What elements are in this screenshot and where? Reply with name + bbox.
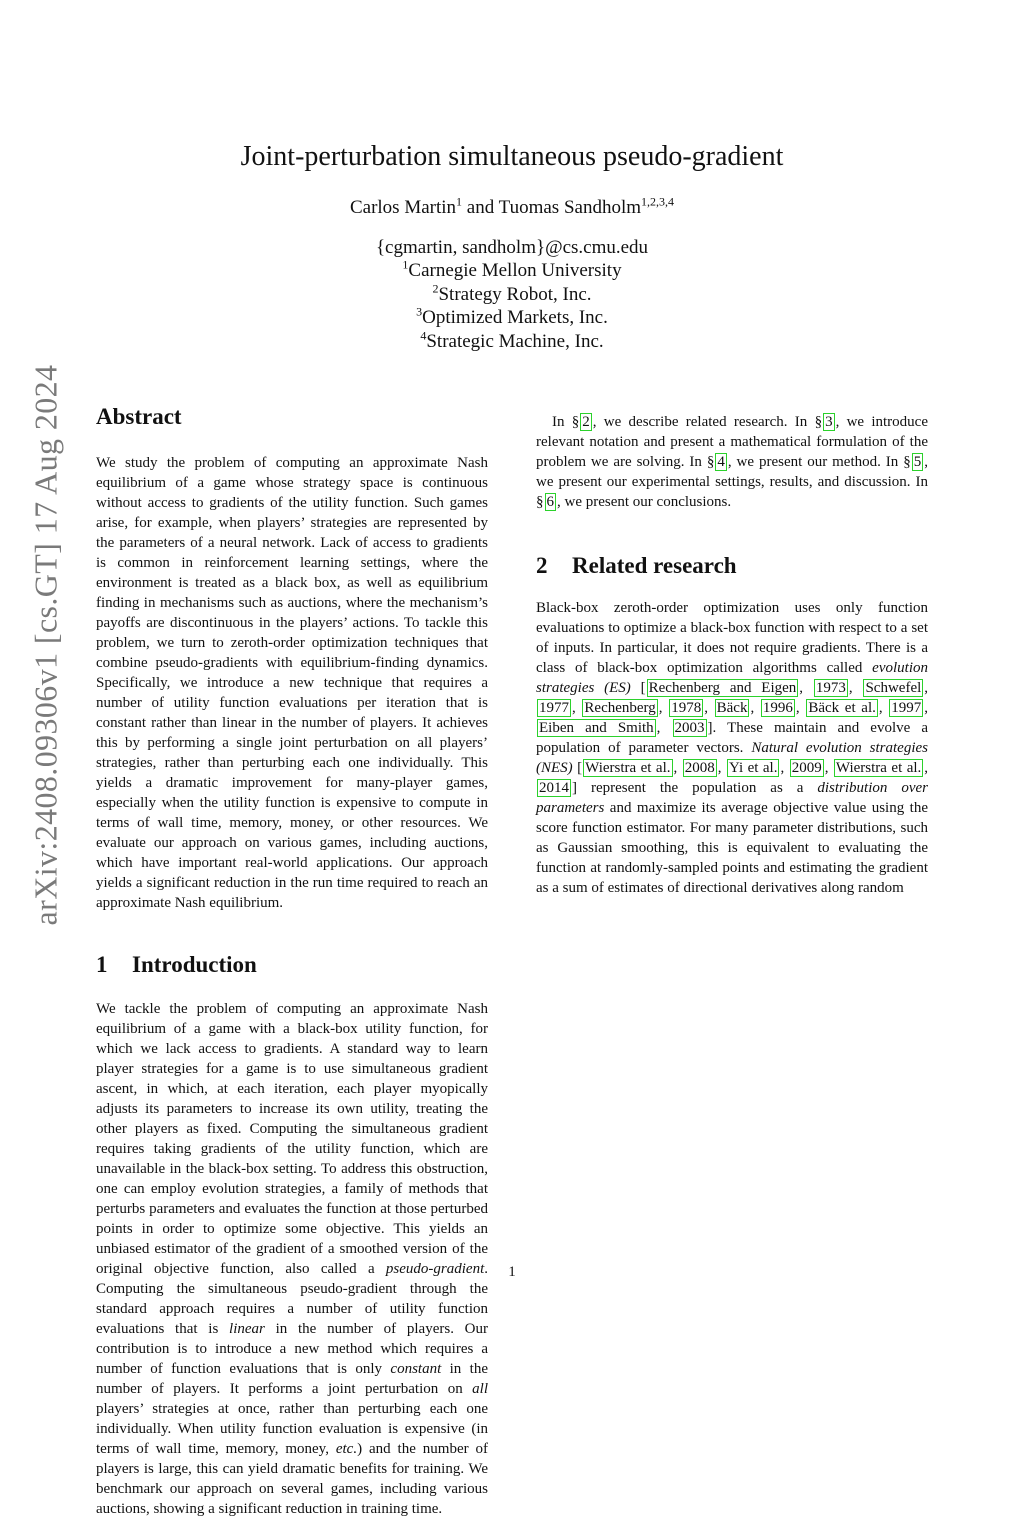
affil-name: Optimized Markets, Inc. bbox=[422, 307, 608, 329]
affiliations bbox=[0, 236, 1024, 353]
body-text: , we present our method. In § bbox=[727, 454, 911, 470]
author-affil-sup: 1,2,3,4 bbox=[641, 194, 675, 209]
introduction-paragraph bbox=[96, 999, 488, 1519]
body-text: in the number of players. It performs a joint perturbation on bbox=[96, 1361, 488, 1397]
affil-name: Strategic Machine, Inc. bbox=[426, 330, 604, 352]
citation-link[interactable]: 2009 bbox=[791, 760, 822, 776]
section-heading-related bbox=[536, 552, 928, 580]
author-line bbox=[0, 196, 1024, 220]
related-paragraph: Black-box zeroth-order optimization uses only function evaluations to optimize a black-box function with respect to a set of inputs. In particular, it does not require gradients. There is a class of black-box optimization algorithms called evolution strategies (ES) [ Rechenberg and Eigen , 1973 , Schwefel , 1977 , Rechenberg , 1978 , Bäck , 1996 , Bäck et al. , 1997 , Eiben and Smith , 2003 ]. These maintain and evolve a population of parameter vectors. Natural evolution strategies (NES) [ Wierstra et al. , 2008 , Yi et al. , 2009 , Wierstra et al. , 2014 ] represent the population as a distribution over parameters and maximize its average objective value using the score function estimator. For many parameter distributions, such as Gaussian smoothing, this is equivalent to evaluating the function at randomly-sampled points and estimating the gradient as a sum of estimates of directional derivatives along random bbox=[536, 600, 929, 896]
section-title: Introduction bbox=[132, 952, 257, 977]
body-text: and maximize its average objective value using the score function estimator. For many parameter distributions, such as Gaussian smoothing, this is equivalent to evaluating the function at randomly-sampled points and estimating the gradient as a sum of estimates of directional derivatives along random bbox=[536, 800, 928, 896]
affil-sup: 1 bbox=[402, 258, 409, 273]
section-link[interactable]: 4 bbox=[717, 454, 725, 470]
affiliation-item bbox=[0, 259, 1024, 282]
body-text: . Computing the simultaneous pseudo-gradient through the standard approach requires a number of utility function evaluations that is bbox=[96, 1261, 488, 1337]
citation-link[interactable]: Schwefel bbox=[865, 680, 922, 696]
citation-link[interactable]: 1996 bbox=[762, 700, 793, 716]
citation-link[interactable]: Wierstra et al. bbox=[585, 760, 671, 776]
paper-title: Joint-perturbation simultaneous pseudo-gradient bbox=[240, 141, 784, 172]
citation-link[interactable]: Yi et al. bbox=[728, 760, 778, 776]
citation-link[interactable]: Wierstra et al. bbox=[835, 760, 922, 776]
section-number: 1 bbox=[96, 952, 108, 977]
section-link[interactable]: 3 bbox=[825, 414, 833, 430]
affil-name: Carnegie Mellon University bbox=[408, 260, 622, 282]
citation-link[interactable]: 1973 bbox=[815, 680, 846, 696]
citation-link[interactable]: Bäck bbox=[716, 700, 748, 716]
body-text: , we present our experimental settings, results, and discussion. In § bbox=[536, 454, 928, 510]
citation-link[interactable]: Rechenberg bbox=[584, 700, 656, 716]
emphasis-text: constant bbox=[390, 1361, 442, 1377]
body-text: We tackle the problem of computing an approximate Nash equilibrium of a game with a black-box utility function, for which we lack access to gradients. A standard way to learn player strategies for a game is to use simultaneous gradient ascent, in which, at each iteration, each player myopically adjusts its parameters to increase its own utility, treating the other players as fixed. Computing the simultaneous gradient requires taking gradients of the utility function, which are unavailable in the black-box setting. To address this obstruction, one can employ evolution strategies, a family of methods that perturbs parameters and evaluates the function at those perturbed points in order to optimize some objective. This yields an unbiased estimator of the gradient of a smoothed version of the original objective function, also called a bbox=[96, 1001, 488, 1277]
right-column bbox=[536, 412, 928, 898]
body-text: , we describe related research. In § bbox=[592, 414, 823, 430]
emphasis-text: pseudo-gradient bbox=[385, 1261, 485, 1277]
body-text: , we introduce relevant notation and present a mathematical formulation of the problem we are solving. In § bbox=[536, 414, 928, 470]
section-link[interactable]: 5 bbox=[913, 454, 922, 470]
emphasis-text: evolution strategies (ES) bbox=[536, 660, 928, 696]
author-name: Tuomas Sandholm bbox=[498, 197, 642, 218]
abstract-text: We study the problem of computing an approximate Nash equilibrium of a game whose strategy space is continuous without access to gradients of the utility function. Such games arise, for example, when players’ strategies are represented by the parameters of a neural network. Lack of access to gradients is common in reinforcement learning settings, where the environment is treated as a black box, as well as equilibrium finding in mechanisms such as auctions, where the mechanism’s payoffs are discontinuous in the players’ actions. To tackle this problem, we turn to zeroth-order optimization techniques that combine pseudo-gradients with equilibrium-finding dynamics. Specifically, we introduce a new technique that requires a number of utility function evaluations per iteration that is constant rather than linear in the number of players. It achieves this by performing a single joint perturbation on all players’ strategies, rather than perturbing each one individually. This yields a dramatic improvement for many-player games, especially when the utility function is expensive to compute in terms of wall time, memory, money, or other resources. We evaluate our approach on various games, including auctions, which have important real-world applications. Our approach yields a significant reduction in the run time required to reach an approximate Nash equilibrium. bbox=[96, 455, 488, 911]
body-text: [ bbox=[630, 680, 646, 696]
section-link[interactable]: 2 bbox=[582, 414, 590, 430]
citation-link[interactable]: 2003 bbox=[674, 720, 705, 736]
citation-link[interactable]: 1978 bbox=[671, 700, 702, 716]
affil-name: Strategy Robot, Inc. bbox=[438, 283, 592, 305]
body-text: [ bbox=[572, 760, 583, 776]
citation-link[interactable]: 2008 bbox=[684, 760, 715, 776]
body-text: ]. These maintain and evolve a population of parameter vectors. bbox=[536, 720, 929, 756]
affiliation-item bbox=[0, 330, 1024, 353]
author-affil-sup: 1 bbox=[456, 194, 463, 209]
section-number: 2 bbox=[536, 553, 548, 578]
author-conjunction: and bbox=[466, 197, 495, 218]
author-emails: {cgmartin, sandholm}@cs.cmu.edu bbox=[375, 237, 649, 258]
emphasis-text: all bbox=[472, 1381, 488, 1397]
affil-sup: 4 bbox=[420, 328, 427, 343]
emphasis-text: Natural evolution strategies (NES) bbox=[536, 740, 928, 776]
citation-link[interactable]: Bäck et al. bbox=[808, 700, 876, 716]
introduction-outline-paragraph bbox=[536, 412, 928, 512]
body-text: ) and the number of players is large, this can yield dramatic benefits for training. We benchmark our approach on several games, including various auctions, showing a significant reduction in training time. bbox=[96, 1441, 489, 1517]
citation-link[interactable]: 1997 bbox=[891, 700, 922, 716]
body-text: , we present our conclusions. bbox=[557, 494, 732, 510]
section-heading-introduction bbox=[96, 951, 488, 979]
left-column bbox=[96, 403, 488, 1519]
citation-link[interactable]: 2014 bbox=[539, 780, 569, 796]
body-text: In § bbox=[552, 414, 580, 430]
abstract-heading: Abstract bbox=[96, 404, 182, 429]
arxiv-id: arXiv:2408.09306v1 [cs.GT] 17 Aug 2024 bbox=[27, 364, 64, 926]
affil-sup: 3 bbox=[416, 304, 423, 319]
citation-link[interactable]: 1977 bbox=[539, 700, 569, 716]
citation-link[interactable]: Eiben and Smith bbox=[539, 720, 654, 736]
body-text: ] represent the population as a bbox=[572, 780, 818, 796]
emphasis-text: distribution over parameters bbox=[536, 780, 928, 816]
body-text: Black-box zeroth-order optimization uses only function evaluations to optimize a black-box function with respect to a set of inputs. In particular, it does not require gradients. There is a class of black-box optimization algorithms called bbox=[536, 600, 928, 676]
affiliation-item bbox=[0, 306, 1024, 329]
section-title: Related research bbox=[572, 553, 737, 578]
citation-link[interactable]: Rechenberg and Eigen bbox=[648, 680, 797, 696]
affiliation-item bbox=[0, 283, 1024, 306]
section-link[interactable]: 6 bbox=[546, 494, 554, 510]
affil-sup: 2 bbox=[432, 281, 439, 296]
author-name: Carlos Martin bbox=[349, 197, 457, 218]
emphasis-text: etc. bbox=[335, 1441, 358, 1457]
body-text: players’ strategies at once, rather than perturbing each one individually. When utility function evaluation is expensive (in terms of wall time, memory, money, bbox=[96, 1401, 488, 1457]
emphasis-text: linear bbox=[229, 1321, 265, 1337]
page-number: 1 bbox=[508, 1264, 516, 1280]
body-text: in the number of players. Our contribution is to introduce a new method which requires a number of function evaluations that is only bbox=[96, 1321, 489, 1377]
arxiv-stamp bbox=[24, 345, 68, 945]
